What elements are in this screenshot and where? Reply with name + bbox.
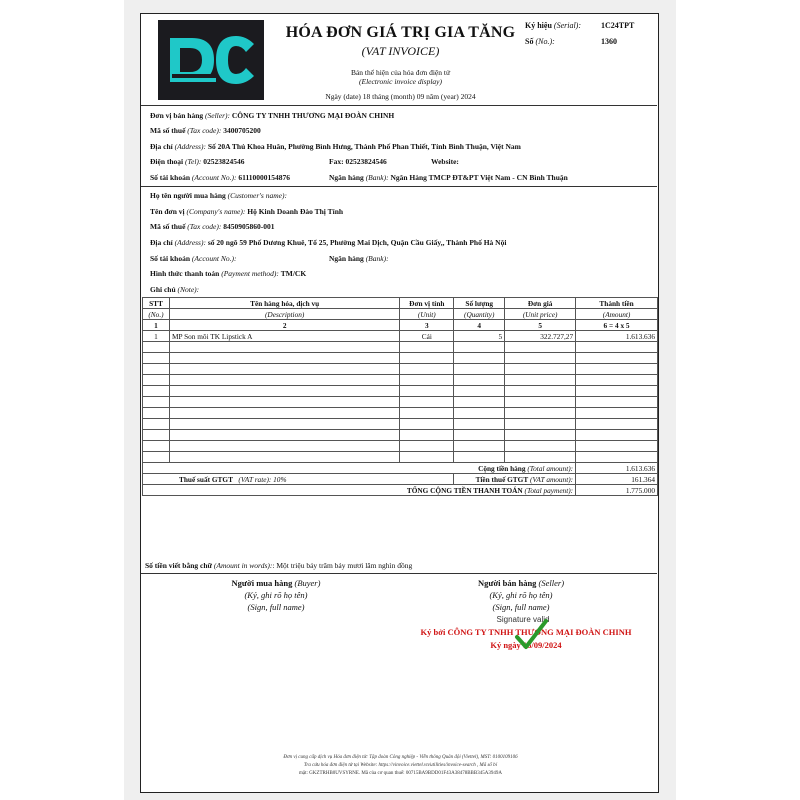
signed-date: Ký ngày 18/09/2024 xyxy=(490,640,562,650)
colnum-cell: 3 xyxy=(400,320,454,331)
seller-fax-row: Fax: 02523824546 xyxy=(329,157,387,166)
footer-secret: mật: GKZTRHB0UVSYRNE. Mã của cơ quan thuế: 00715BA9BDD01F43A38478BBB345A3949A xyxy=(299,771,502,776)
buyer-payment-row: Hình thức thanh toán (Payment method): TM/CK xyxy=(150,269,307,278)
total-row xyxy=(143,485,658,496)
colnum-cell: 6 = 4 x 5 xyxy=(576,320,658,331)
vat-row xyxy=(143,474,658,485)
seller-tax-row: Mã số thuế (Tax code): 3400705200 xyxy=(150,126,261,135)
table-row-empty xyxy=(143,353,658,364)
subtotal-value: 1.613.636 xyxy=(576,463,658,474)
invoice-paper xyxy=(140,13,659,793)
signed-by: Ký bởi CÔNG TY TNHH THƯƠNG MẠI ĐOÀN CHINH xyxy=(420,627,632,637)
header-en-unit-price: (Unit price) xyxy=(505,309,576,320)
item-no: 1 xyxy=(143,331,170,342)
table-row xyxy=(143,331,658,342)
item-quantity: 5 xyxy=(454,331,505,342)
divider xyxy=(141,573,657,574)
seller-address-row: Địa chỉ (Address): Số 20A Thủ Khoa Huân, Phường Bình Hưng, Thành Phố Phan Thiết, Tỉnh Bình Thuận, Việt Nam xyxy=(150,142,521,151)
item-unit: Cái xyxy=(400,331,454,342)
copy-label: Bản thể hiện của hóa đơn điện tử xyxy=(350,68,451,77)
buyer-tax-row: Mã số thuế (Tax code): 8450905860-001 xyxy=(150,222,275,231)
item-amount: 1.613.636 xyxy=(576,331,658,342)
seller-phone-row: Điện thoại (Tel): 02523824546 xyxy=(150,157,245,166)
colnum-cell: 2 xyxy=(169,320,399,331)
seller-bank-row: Ngân hàng (Bank): Ngân Hàng TMCP ĐT&PT Việt Nam - CN Bình Thuận xyxy=(329,173,568,182)
table-row-empty xyxy=(143,397,658,408)
seller-signature-title: Người bán hàng (Seller) xyxy=(477,578,565,588)
invoice-date: Ngày (date) 18 tháng (month) 09 năm (year) 2024 xyxy=(325,92,476,101)
footer-provider: Đơn vị cung cấp dịch vụ Hóa đơn điện tử: Tập đoàn Công nghiệp - Viễn thông Quân đội (Viettel), MST: 0100109106 xyxy=(283,755,518,760)
header-unit-price: Đơn giá xyxy=(505,298,576,309)
table-row-empty xyxy=(143,375,658,386)
buyer-note-row: Ghi chú (Note): xyxy=(150,285,200,294)
header-stt: STT xyxy=(143,298,170,309)
seller-account-row: Số tài khoản (Account No.): 61110000154876 xyxy=(150,173,291,182)
table-row-empty xyxy=(143,386,658,397)
buyer-address-row: Địa chỉ (Address): số 20 ngõ 59 Phố Dương Khuê, Tổ 25, Phường Mai Dịch, Quận Cầu Giấy,, Thành Phố Hà Nội xyxy=(150,238,507,247)
invoice-title: HÓA ĐƠN GIÁ TRỊ GIA TĂNG xyxy=(285,24,516,41)
table-row-empty xyxy=(143,408,658,419)
items-table xyxy=(142,297,658,496)
copy-label-en: (Electronic invoice display) xyxy=(358,77,443,86)
serial-value: 1C24TPT xyxy=(601,21,635,30)
table-row-empty xyxy=(143,452,658,463)
seller-name-row: Đơn vị bán hàng (Seller): CÔNG TY TNHH THƯƠNG MẠI ĐOÀN CHINH xyxy=(150,111,395,120)
total-value: 1.775.000 xyxy=(576,485,658,496)
header-en-unit: (Unit) xyxy=(400,309,454,320)
amount-in-words: Số tiền viết bằng chữ (Amount in words):: Một triệu bảy trăm bảy mươi lăm nghìn đồng xyxy=(145,561,413,570)
buyer-company-row: Tên đơn vị (Company's name): Hộ Kinh Doanh Đào Thị Tính xyxy=(150,207,344,216)
header-unit: Đơn vị tính xyxy=(400,298,454,309)
table-row-empty xyxy=(143,430,658,441)
buyer-person-row: Họ tên người mua hàng (Customer's name): xyxy=(150,191,287,200)
table-colnum-row xyxy=(143,320,658,331)
vat-amount-label: Tiền thuế GTGT (VAT amount): xyxy=(454,474,576,485)
divider xyxy=(141,105,657,106)
vat-rate: Thuế suất GTGT (VAT rate): 10% xyxy=(143,474,454,485)
footer-lookup: Tra cứu hóa đơn điện tử tại Website: https://vinvoice.viettel.vn/utilities/invoice-search , Mã số bí xyxy=(303,763,498,768)
number-label: Số (No.): xyxy=(525,37,555,46)
number-value: 1360 xyxy=(601,37,617,46)
item-price: 322.727,27 xyxy=(505,331,576,342)
buyer-signature-hint: (Ký, ghi rõ họ tên) xyxy=(244,590,308,600)
buyer-account-row: Số tài khoản (Account No.): xyxy=(150,254,237,263)
subtotal-label: Cộng tiền hàng (Total amount): xyxy=(143,463,576,474)
colnum-cell: 5 xyxy=(505,320,576,331)
check-icon xyxy=(513,617,549,653)
header-en-description: (Description) xyxy=(169,309,399,320)
header-amount: Thành tiền xyxy=(576,298,658,309)
item-description: MP Son môi TK Lipstick A xyxy=(169,331,399,342)
header-en-quantity: (Quantity) xyxy=(454,309,505,320)
table-header-en-row xyxy=(143,309,658,320)
header-quantity: Số lượng xyxy=(454,298,505,309)
colnum-cell: 1 xyxy=(143,320,170,331)
table-row-empty xyxy=(143,364,658,375)
invoice-subtitle: (VAT INVOICE) xyxy=(361,44,440,58)
table-row-empty xyxy=(143,419,658,430)
vat-amount-value: 161.364 xyxy=(576,474,658,485)
buyer-signature-hint-en: (Sign, full name) xyxy=(247,602,305,612)
table-header-row xyxy=(143,298,658,309)
serial-label: Ký hiệu (Serial): xyxy=(525,21,582,30)
header-en-amount: (Amount) xyxy=(576,309,658,320)
total-label: TỔNG CỘNG TIỀN THANH TOÁN (Total payment): xyxy=(143,485,576,496)
seller-website-row: Website: xyxy=(431,157,459,166)
seller-signature-hint-en: (Sign, full name) xyxy=(492,602,550,612)
colnum-cell: 4 xyxy=(454,320,505,331)
subtotal-row xyxy=(143,463,658,474)
table-row-empty xyxy=(143,342,658,353)
divider xyxy=(141,186,657,187)
signature-valid-text: Signature valid xyxy=(496,615,550,624)
buyer-bank-row: Ngân hàng (Bank): xyxy=(329,254,389,263)
header-en-stt: (No.) xyxy=(143,309,170,320)
table-row-empty xyxy=(143,441,658,452)
header-description: Tên hàng hóa, dịch vụ xyxy=(169,298,399,309)
buyer-signature-title: Người mua hàng (Buyer) xyxy=(231,578,321,588)
seller-signature-hint: (Ký, ghi rõ họ tên) xyxy=(489,590,553,600)
